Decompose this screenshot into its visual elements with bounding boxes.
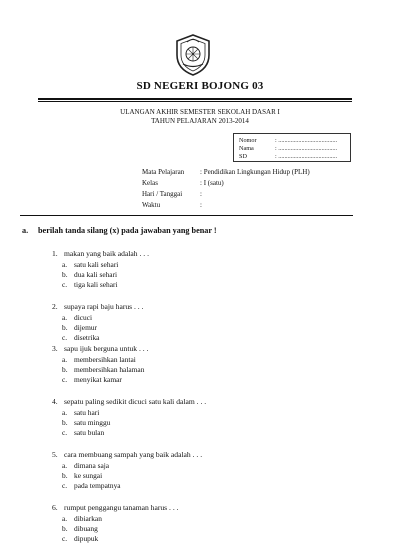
option-letter: a. — [62, 408, 68, 417]
question-text: sapu ijuk berguna untuk . . . — [64, 344, 149, 353]
option-letter: a. — [62, 355, 68, 364]
option-letter: c. — [62, 534, 68, 543]
id-value-blank: : ...................................... — [275, 153, 338, 160]
option-letter: c. — [62, 280, 68, 289]
option-4c[interactable] — [62, 428, 104, 437]
option-text: dipupuk — [74, 534, 99, 543]
option-text: tiga kali sehari — [74, 280, 118, 289]
meta-row-subject — [142, 168, 310, 176]
option-letter: b. — [62, 418, 68, 427]
section-instruction — [22, 226, 217, 235]
question-text: cara membuang sampah yang baik adalah . . . — [64, 450, 203, 459]
school-name: SD NEGERI BOJONG 03 — [136, 80, 264, 92]
option-letter: a. — [62, 313, 68, 322]
option-4a[interactable] — [62, 408, 99, 417]
option-text: satu kali sehari — [74, 260, 119, 269]
meta-row-time — [142, 201, 202, 209]
option-6c[interactable] — [62, 534, 98, 543]
option-1b[interactable] — [62, 270, 117, 279]
option-5b[interactable] — [62, 471, 102, 480]
school-year: TAHUN PELAJARAN 2013-2014 — [151, 117, 249, 125]
option-letter: b. — [62, 365, 68, 374]
question-5 — [52, 450, 202, 459]
option-letter: c. — [62, 428, 68, 437]
id-row-sd — [239, 153, 337, 160]
option-text: membersihkan halaman — [74, 365, 145, 374]
meta-label: Kelas — [142, 179, 158, 187]
exam-title: ULANGAN AKHIR SEMESTER SEKOLAH DASAR I — [120, 108, 280, 116]
option-text: dicuci — [74, 313, 93, 322]
section-divider — [20, 215, 353, 216]
id-value-blank: : ...................................... — [275, 145, 338, 152]
option-text: membersihkan lantai — [74, 355, 136, 364]
question-number: 2. — [52, 302, 58, 311]
question-text: rumput penggangu tanaman harus . . . — [64, 503, 179, 512]
id-row-nomor — [239, 137, 337, 144]
option-6a[interactable] — [62, 514, 102, 523]
option-2c[interactable] — [62, 333, 99, 342]
option-3a[interactable] — [62, 355, 136, 364]
meta-label: Hari / Tanggai — [142, 190, 183, 198]
header-divider-thin — [38, 101, 352, 102]
option-text: pada tempatnya — [74, 481, 121, 490]
meta-value: : — [200, 190, 202, 198]
option-4b[interactable] — [62, 418, 110, 427]
school-emblem-logo — [173, 33, 213, 77]
instruction-text: berilah tanda silang (x) pada jawaban yang benar ! — [38, 226, 217, 235]
id-label: Nomor — [239, 137, 257, 144]
option-letter: b. — [62, 524, 68, 533]
meta-label: Waktu — [142, 201, 161, 209]
option-letter: c. — [62, 333, 68, 342]
question-4 — [52, 397, 206, 406]
question-2 — [52, 302, 144, 311]
question-number: 6. — [52, 503, 58, 512]
option-text: satu bulan — [74, 428, 105, 437]
student-id-box — [233, 133, 351, 162]
option-5a[interactable] — [62, 461, 109, 470]
option-letter: a. — [62, 260, 68, 269]
meta-value: : — [200, 201, 202, 209]
option-letter: a. — [62, 514, 68, 523]
option-3c[interactable] — [62, 375, 122, 384]
option-text: dimana saja — [74, 461, 110, 470]
option-text: ke sungai — [74, 471, 103, 480]
question-text: supaya rapi baju harus . . . — [64, 302, 144, 311]
question-number: 1. — [52, 249, 58, 258]
option-letter: c. — [62, 481, 68, 490]
question-text: makan yang baik adalah . . . — [64, 249, 149, 258]
option-6b[interactable] — [62, 524, 98, 533]
option-text: dibiarkan — [74, 514, 102, 523]
option-2a[interactable] — [62, 313, 92, 322]
option-text: satu hari — [74, 408, 100, 417]
question-3 — [52, 344, 148, 353]
option-1c[interactable] — [62, 280, 118, 289]
option-text: satu minggu — [74, 418, 111, 427]
option-text: disetrika — [74, 333, 100, 342]
question-number: 5. — [52, 450, 58, 459]
option-1a[interactable] — [62, 260, 118, 269]
option-2b[interactable] — [62, 323, 97, 332]
question-number: 4. — [52, 397, 58, 406]
option-text: dua kali sehari — [74, 270, 118, 279]
meta-value: : I (satu) — [200, 179, 224, 187]
meta-value: : Pendidikan Lingkungan Hidup (PLH) — [200, 168, 310, 176]
option-letter: b. — [62, 323, 68, 332]
meta-row-class — [142, 179, 224, 187]
id-row-nama — [239, 145, 337, 152]
option-letter: a. — [62, 461, 68, 470]
option-text: menyikat kamar — [74, 375, 122, 384]
header-divider-thick — [38, 98, 352, 100]
option-3b[interactable] — [62, 365, 144, 374]
question-number: 3. — [52, 344, 58, 353]
option-text: dijemur — [74, 323, 97, 332]
meta-label: Mata Pelajaran — [142, 168, 185, 176]
option-letter: b. — [62, 471, 68, 480]
option-5c[interactable] — [62, 481, 121, 490]
question-1 — [52, 249, 149, 258]
question-6 — [52, 503, 179, 512]
option-text: dibuang — [74, 524, 98, 533]
section-marker: a. — [22, 226, 29, 235]
id-label: Nama — [239, 145, 254, 152]
id-label: SD — [239, 153, 247, 160]
id-value-blank: : ...................................... — [275, 137, 338, 144]
question-text: sepatu paling sedikit dicuci satu kali dalam . . . — [64, 397, 207, 406]
meta-row-date — [142, 190, 202, 198]
option-letter: b. — [62, 270, 68, 279]
option-letter: c. — [62, 375, 68, 384]
